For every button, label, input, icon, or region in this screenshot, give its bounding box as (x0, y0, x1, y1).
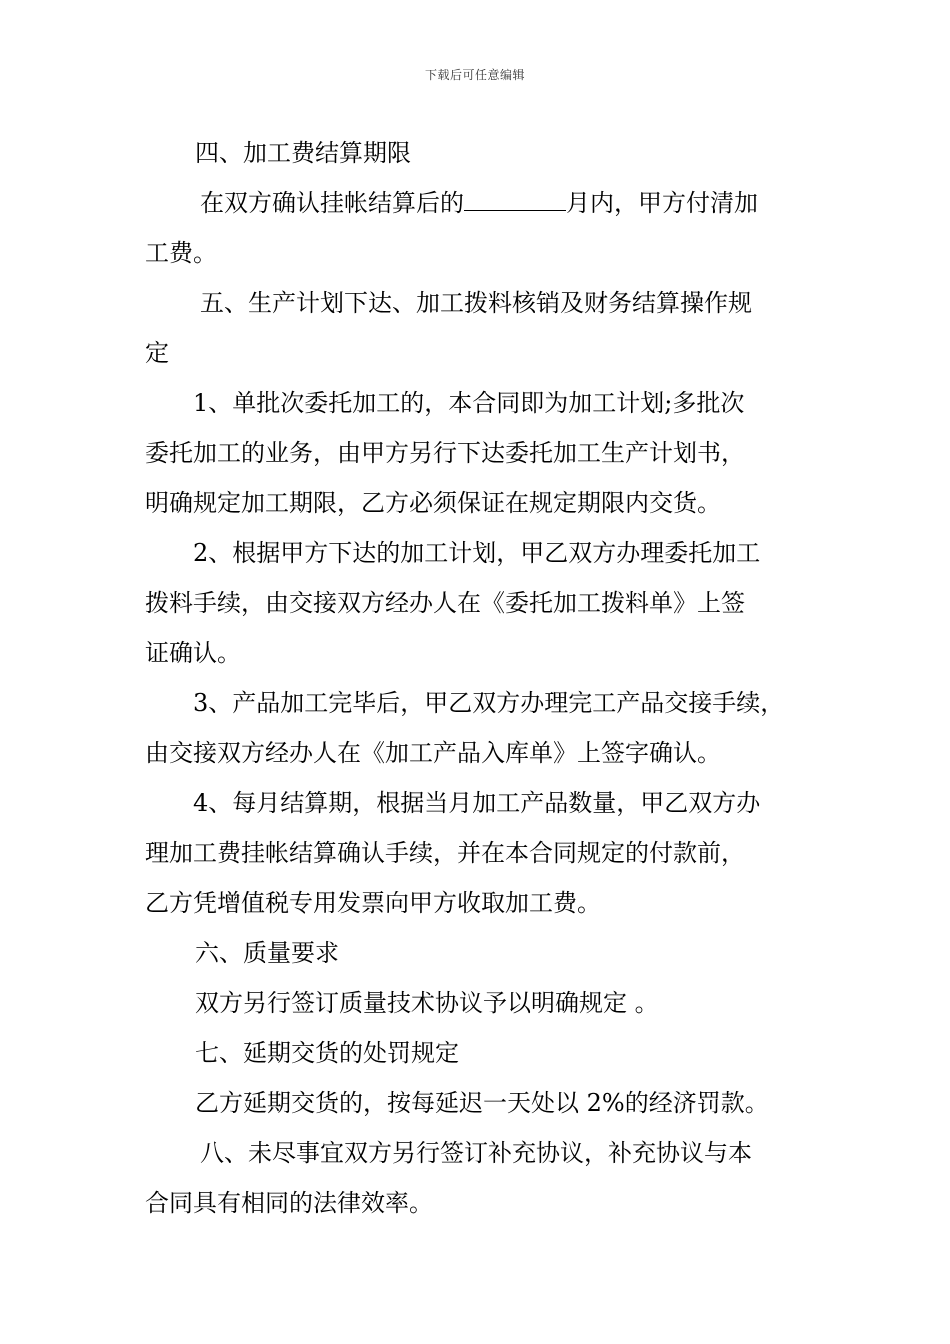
section-5-item-1-line-3: 明确规定加工期限，乙方必须保证在规定期限内交货。 (145, 489, 721, 517)
section-5-item-4-line-3: 乙方凭增值税专用发票向甲方收取加工费。 (145, 889, 601, 917)
section-5-item-2-line-2: 拨料手续，由交接双方经办人在《委托加工拨料单》上签 (145, 589, 745, 617)
section-7-title: 七、延期交货的处罚规定 (195, 1039, 459, 1067)
fill-in-blank (464, 190, 566, 211)
section-4-text-after-blank: 月内，甲方付清加 (566, 189, 758, 217)
section-4-title: 四、加工费结算期限 (195, 139, 411, 167)
section-5-item-2-line-3: 证确认。 (145, 639, 241, 667)
section-5-item-3-line-1: 3、产品加工完毕后，甲乙双方办理完工产品交接手续， (193, 689, 785, 717)
section-8-line-1: 八、未尽事宜双方另行签订补充协议，补充协议与本 (200, 1139, 752, 1167)
section-5-title-line-1: 五、生产计划下达、加工拨料核销及财务结算操作规 (200, 289, 752, 317)
section-4-paragraph-line-1 (145, 178, 835, 228)
header-note: 下载后可任意编辑 (424, 68, 525, 82)
section-5-item-1-line-2: 委托加工的业务，由甲方另行下达委托加工生产计划书， (145, 439, 745, 467)
section-5-item-4-line-1: 4、每月结算期，根据当月加工产品数量，甲乙双方办 (193, 789, 761, 817)
section-6-paragraph: 双方另行签订质量技术协议予以明确规定 。 (195, 989, 659, 1017)
section-7-paragraph: 乙方延期交货的，按每延迟一天处以 2%的经济罚款。 (195, 1089, 769, 1117)
section-5-item-4-line-2: 理加工费挂帐结算确认手续，并在本合同规定的付款前， (145, 839, 745, 867)
section-5-title-line-2: 定 (145, 339, 169, 367)
section-4-text-before-blank: 在双方确认挂帐结算后的 (200, 189, 464, 217)
document-body (145, 128, 835, 1228)
section-8-line-2: 合同具有相同的法律效率。 (145, 1189, 433, 1217)
section-4-paragraph-line-2: 工费。 (145, 239, 217, 267)
section-5-item-1-line-1: 1、单批次委托加工的，本合同即为加工计划;多批次 (193, 389, 745, 417)
section-5-item-2-line-1: 2、根据甲方下达的加工计划，甲乙双方办理委托加工 (193, 539, 761, 567)
section-5-item-3-line-2: 由交接双方经办人在《加工产品入库单》上签字确认。 (145, 739, 721, 767)
section-6-title: 六、质量要求 (195, 939, 339, 967)
